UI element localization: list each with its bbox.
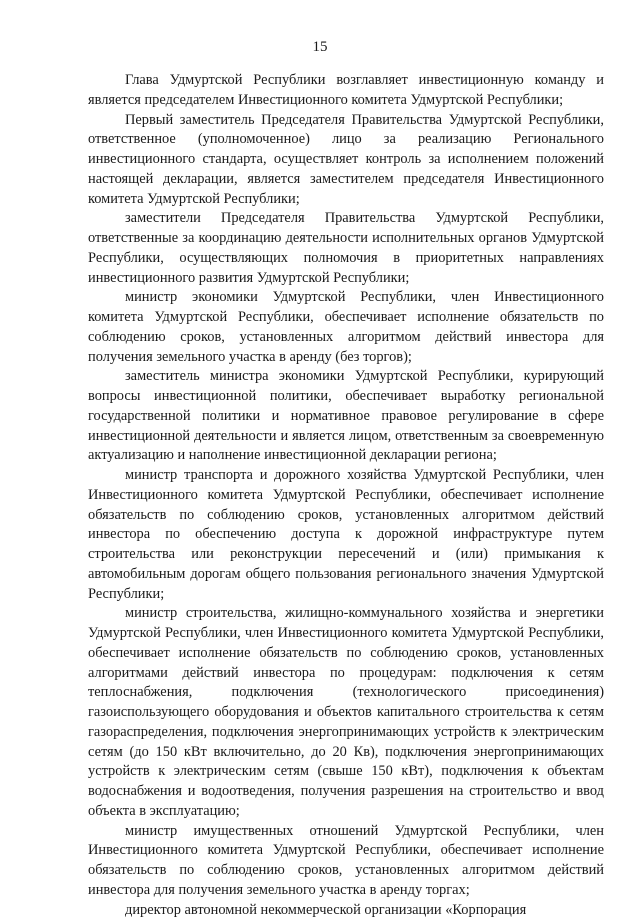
paragraph-minister-of-property: министр имущественных отношений Удмуртской Республики, член Инвестиционного комитета Удмуртской Республики, обеспечивает исполнение обязательств по соблюдению сроков, установленных алгоритмом действий инвестора для получения земельного участка в аренду торгах; [88, 822, 604, 901]
document-body [88, 71, 604, 920]
paragraph-deputy-minister-of-economy: заместитель министра экономики Удмуртской Республики, курирующий вопросы инвестиционной политики, обеспечивает выработку региональной государственной политики и нормативное правовое регулирование в сфере инвестиционной деятельности и является лицом, ответственным за своевременную актуализацию и наполнение инвестиционной декларации региона; [88, 367, 604, 466]
paragraph-head-of-republic: Глава Удмуртской Республики возглавляет инвестиционную команду и является председателем Инвестиционного комитета Удмуртской Республики; [88, 71, 604, 111]
paragraph-first-deputy-chairman: Первый заместитель Председателя Правительства Удмуртской Республики, ответственное (уполномоченное) лицо за реализацию Регионального инвестиционного стандарта, осуществляет контроль за исполнением положений настоящей декларации, является заместителем председателя Инвестиционного комитета Удмуртской Республики; [88, 111, 604, 210]
page-number: 15 [0, 38, 640, 56]
paragraph-minister-of-transport: министр транспорта и дорожного хозяйства Удмуртской Республики, член Инвестиционного комитета Удмуртской Республики, обеспечивает исполнение обязательств по соблюдению сроков, установленных алгоритмом действий инвестора по обеспечению доступа к дорожной инфраструктуре путем строительства или реконструкции пересечений и (или) примыкания к автомобильным дорогам общего пользования регионального значения Удмуртской Республики; [88, 466, 604, 604]
paragraph-director-ano: директор автономной некоммерческой организации «Корпорация [88, 901, 604, 920]
paragraph-minister-of-construction: министр строительства, жилищно-коммунального хозяйства и энергетики Удмуртской Республики, член Инвестиционного комитета Удмуртской Республики, обеспечивает исполнение обязательств по соблюдению сроков, установленных алгоритмами действий инвестора по процедурам: подключения к сетям теплоснабжения, подключения (технологического присоединения) газоиспользующего оборудования и объектов капитального строительства к сетям газораспределения, подключения энергопринимающих устройств к электрическим сетям (до 150 кВт включительно, до 20 Кв), подключения энергопринимающих устройств к электрическим сетям (свыше 150 кВт), подключения к объектам водоснабжения и водоотведения, получения разрешения на строительство и ввод объекта в эксплуатацию; [88, 604, 604, 821]
paragraph-minister-of-economy: министр экономики Удмуртской Республики, член Инвестиционного комитета Удмуртской Республики, обеспечивает исполнение обязательств по соблюдению сроков, установленных алгоритмом действий инвестора для получения земельного участка в аренду (без торгов); [88, 288, 604, 367]
paragraph-deputy-chairmen: заместители Председателя Правительства Удмуртской Республики, ответственные за координацию деятельности исполнительных органов Удмуртской Республики, осуществляющих полномочия в приоритетных направлениях инвестиционного развития Удмуртской Республики; [88, 209, 604, 288]
